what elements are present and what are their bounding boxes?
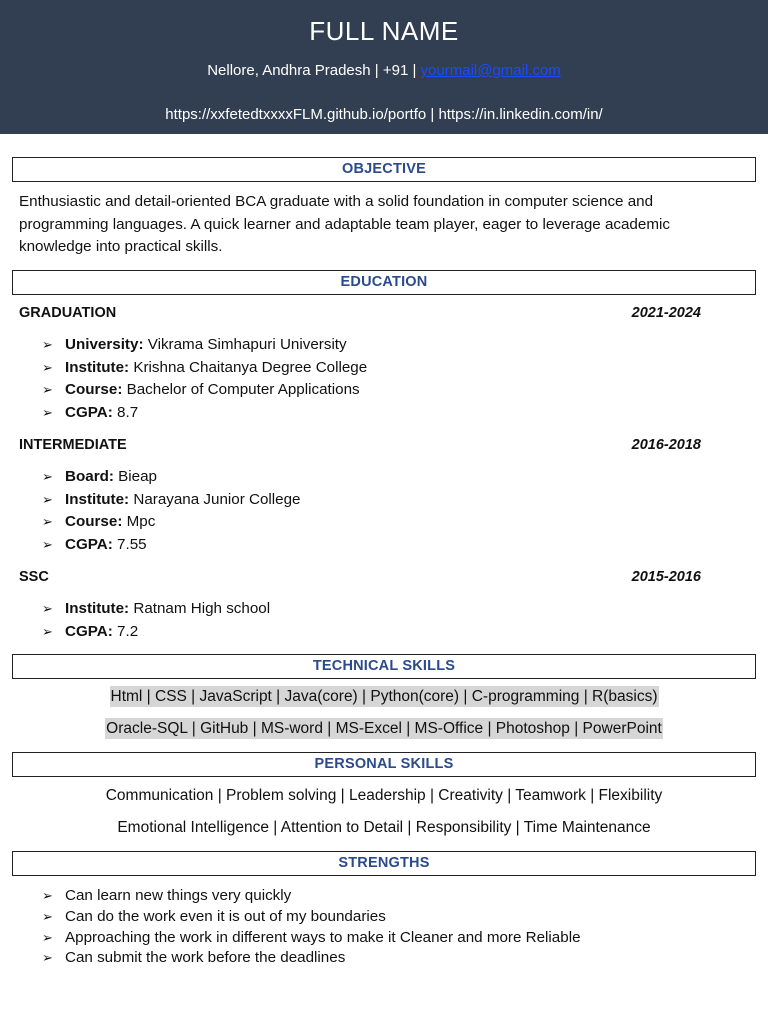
graduation-details [42, 334, 367, 424]
list-item [42, 511, 301, 534]
strength-text: Can do the work even it is out of my boundaries [65, 907, 386, 925]
list-item [42, 598, 270, 621]
list-item [42, 334, 367, 357]
graduation-dates: 2021-2024 [631, 305, 701, 321]
objective-line: Enthusiastic and detail-oriented BCA graduate with a solid foundation in computer science and [19, 193, 654, 210]
strengths-list [42, 886, 581, 969]
detail-value: Ratnam High school [129, 600, 271, 617]
contact-line [0, 62, 768, 79]
detail-value: Bachelor of Computer Applications [122, 381, 360, 399]
arrow-bullet-icon: ➢ [42, 536, 53, 552]
arrow-bullet-icon: ➢ [42, 950, 53, 966]
list-item [42, 357, 367, 380]
detail-label: CGPA: [65, 403, 113, 421]
arrow-bullet-icon: ➢ [42, 929, 53, 945]
detail-value: Krishna Chaitanya Degree College [129, 358, 368, 376]
detail-label: Board: [65, 468, 114, 485]
technical-skills-line-1 [0, 688, 768, 706]
detail-label: Course: [65, 381, 123, 399]
detail-label: Institute: [65, 600, 130, 617]
list-item [42, 948, 581, 969]
section-title-technical-skills: TECHNICAL SKILLS [12, 654, 756, 679]
list-item [42, 621, 270, 644]
arrow-bullet-icon: ➢ [42, 888, 53, 903]
detail-value: 7.2 [112, 622, 139, 640]
arrow-bullet-icon: ➢ [42, 601, 53, 616]
list-item [42, 379, 367, 402]
personal-skills-line-2: Emotional Intelligence | Attention to Detail | Responsibility | Time Maintenance [117, 819, 651, 836]
detail-label: Institute: [65, 490, 130, 508]
arrow-bullet-icon: ➢ [42, 404, 53, 420]
detail-value: Vikrama Simhapuri University [143, 336, 347, 353]
objective-line: knowledge into practical skills. [19, 238, 223, 255]
detail-label: Course: [65, 513, 123, 531]
graduation-title: GRADUATION [19, 305, 117, 321]
section-title-objective: OBJECTIVE [12, 157, 756, 182]
contact-location-phone: Nellore, Andhra Pradesh | +91 | [207, 62, 417, 79]
education-heading-intermediate [19, 437, 701, 453]
detail-value: 7.55 [112, 535, 147, 553]
resume-header [0, 0, 768, 134]
list-item [42, 466, 301, 489]
strength-text: Approaching the work in different ways to make it Cleaner and more Reliable [65, 928, 581, 946]
arrow-bullet-icon: ➢ [42, 469, 53, 484]
arrow-bullet-icon: ➢ [42, 491, 53, 507]
intermediate-title: INTERMEDIATE [19, 437, 127, 453]
strength-text: Can learn new things very quickly [65, 887, 292, 904]
ssc-dates: 2015-2016 [631, 569, 701, 585]
full-name: FULL NAME [309, 16, 459, 46]
detail-label: Institute: [65, 358, 130, 376]
list-item [42, 928, 581, 949]
arrow-bullet-icon: ➢ [42, 623, 53, 639]
intermediate-details [42, 466, 301, 556]
detail-value: Narayana Junior College [129, 490, 301, 508]
objective-line: programming languages. A quick learner and adaptable team player, eager to leverage academic [19, 215, 670, 233]
arrow-bullet-icon: ➢ [42, 514, 53, 530]
education-heading-ssc [19, 569, 701, 585]
profile-links[interactable]: https://xxfetedtxxxxFLM.github.io/portfo | https://in.linkedin.com/in/ [165, 106, 603, 123]
education-heading-graduation [19, 305, 701, 321]
arrow-bullet-icon: ➢ [42, 337, 53, 352]
section-title-strengths: STRENGTHS [12, 851, 756, 876]
detail-label: CGPA: [65, 622, 113, 640]
detail-value: Bieap [113, 468, 158, 485]
objective-text [19, 191, 749, 259]
intermediate-dates: 2016-2018 [631, 437, 701, 453]
list-item [42, 402, 367, 425]
arrow-bullet-icon: ➢ [42, 382, 53, 398]
strength-text: Can submit the work before the deadlines [65, 949, 346, 967]
list-item [42, 489, 301, 512]
detail-value: 8.7 [112, 403, 139, 421]
arrow-bullet-icon: ➢ [42, 908, 53, 924]
detail-label: CGPA: [65, 535, 113, 553]
arrow-bullet-icon: ➢ [42, 359, 53, 375]
detail-label: University: [65, 336, 144, 353]
email-link[interactable]: yourmail@gmail.com [420, 62, 561, 79]
section-title-education: EDUCATION [12, 270, 756, 295]
section-title-personal-skills: PERSONAL SKILLS [12, 752, 756, 777]
list-item [42, 886, 581, 907]
technical-skills-text: Oracle-SQL | GitHub | MS-word | MS-Excel | MS-Office | Photoshop | PowerPoint [106, 720, 662, 737]
technical-skills-line-2 [0, 720, 768, 738]
personal-skills-line-1: Communication | Problem solving | Leadership | Creativity | Teamwork | Flexibility [105, 787, 663, 804]
list-item [42, 907, 581, 928]
list-item [42, 534, 301, 557]
detail-value: Mpc [122, 513, 156, 531]
technical-skills-text: Html | CSS | JavaScript | Java(core) | Python(core) | C-programming | R(basics) [110, 688, 658, 705]
ssc-title: SSC [19, 569, 49, 585]
ssc-details [42, 598, 270, 643]
